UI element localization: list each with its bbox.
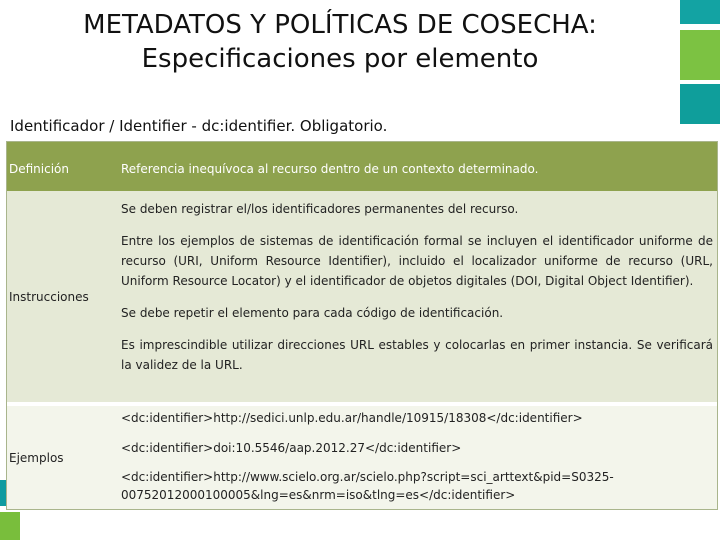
page-title-line2: Especificaciones por elemento bbox=[141, 44, 539, 74]
specification-table bbox=[6, 141, 718, 510]
instruction-paragraph: Se debe repetir el elemento para cada código de identificación. bbox=[121, 306, 504, 320]
instruction-paragraph: Entre los ejemplos de sistemas de identificación formal se incluyen el identificador uniforme de recurso (URI, Uniform Resource Identifier), incluido el localizador uniforme de recurso (URL, Uniform Resource Locator) y el identificador de objetos digitales (DOI, Digital Object Identifier). bbox=[121, 234, 713, 288]
example-item: <dc:identifier>doi:10.5546/aap.2012.27</dc:identifier> bbox=[121, 441, 462, 455]
page-title bbox=[20, 8, 660, 76]
instructions-content bbox=[115, 191, 717, 402]
deco-block-green-top bbox=[680, 30, 720, 80]
definition-label: Definición bbox=[9, 162, 69, 176]
examples-label: Ejemplos bbox=[9, 450, 64, 465]
instruction-paragraph: Se deben registrar el/los identificadores permanentes del recurso. bbox=[121, 202, 519, 216]
definition-row bbox=[7, 142, 717, 191]
element-subtitle: Identificador / Identifier - dc:identifier. Obligatorio. bbox=[10, 117, 388, 135]
example-item: <dc:identifier>http://www.scielo.org.ar/scielo.php?script=sci_arttext&pid=S0325-00752012000100005&lng=es&nrm=iso&tlng=es</dc:identifier> bbox=[121, 470, 614, 502]
deco-block-teal-mid bbox=[680, 84, 720, 124]
instructions-label: Instrucciones bbox=[9, 289, 89, 304]
instructions-row bbox=[7, 191, 717, 402]
page-title-line1: METADATOS Y POLÍTICAS DE COSECHA: bbox=[83, 10, 597, 40]
examples-row bbox=[7, 402, 717, 509]
deco-block-teal-top bbox=[680, 0, 720, 24]
example-item: <dc:identifier>http://sedici.unlp.edu.ar/handle/10915/18308</dc:identifier> bbox=[121, 411, 583, 425]
definition-text: Referencia inequívoca al recurso dentro de un contexto determinado. bbox=[121, 162, 539, 176]
examples-content bbox=[115, 406, 717, 509]
deco-block-green-bottom bbox=[0, 512, 20, 540]
instruction-paragraph: Es imprescindible utilizar direcciones URL estables y colocarlas en primer instancia. Se verificará la validez de la URL. bbox=[121, 338, 713, 372]
